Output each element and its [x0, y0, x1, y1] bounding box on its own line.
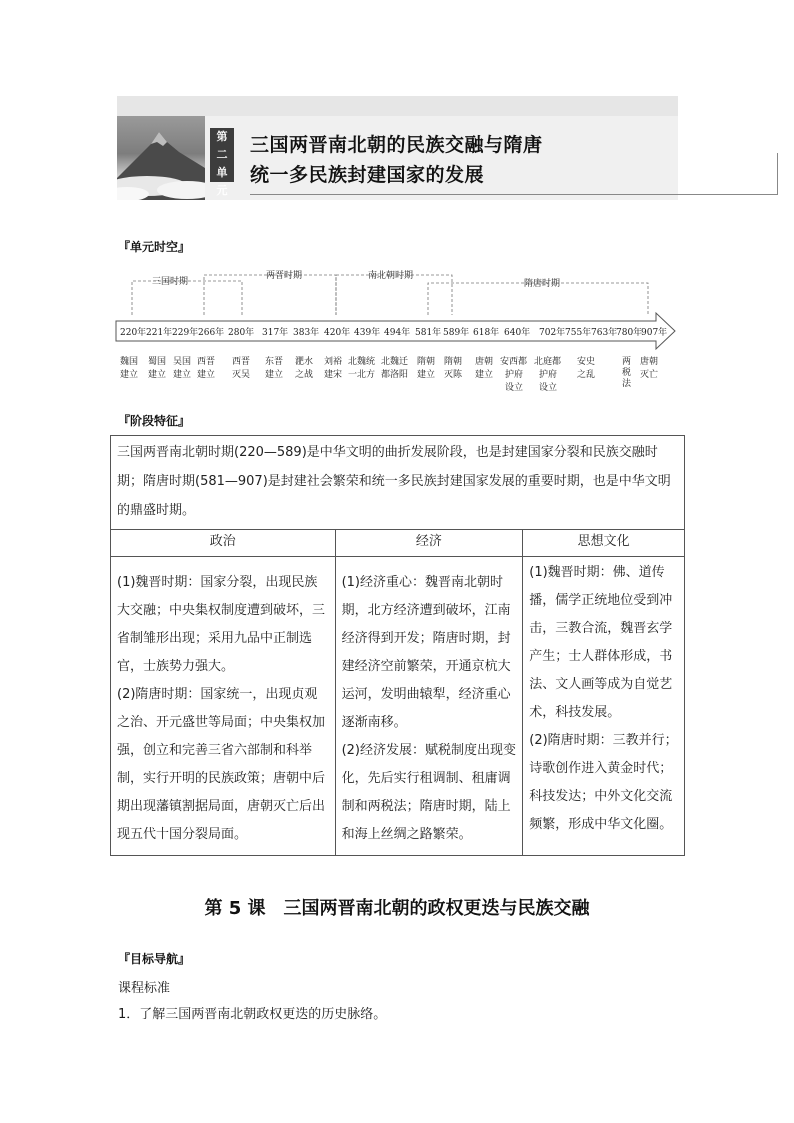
svg-text:吴国: 吴国	[173, 357, 192, 367]
features-intro: 三国两晋南北朝时期(220—589)是中华文明的曲折发展阶段，也是封建国家分裂和民族交融时期；隋唐时期(581—907)是封建社会繁荣和统一多民族封建国家发展的重要时期，也是中华文明的鼎盛时期。	[111, 436, 685, 530]
svg-text:建宋: 建宋	[324, 370, 343, 380]
event-label	[120, 355, 138, 380]
year-label: 229年	[172, 328, 199, 338]
table-row	[111, 436, 685, 530]
event-label	[197, 356, 215, 380]
event-label	[348, 355, 375, 380]
year-label: 640年	[504, 328, 531, 338]
svg-text:灭亡: 灭亡	[640, 370, 659, 380]
table-header-row	[111, 530, 685, 557]
event-label	[324, 355, 342, 380]
event-label	[232, 356, 250, 380]
event-label	[265, 355, 283, 380]
year-label: 439年	[354, 328, 381, 338]
event-label	[577, 355, 595, 380]
unit-tag-char: 元	[216, 184, 228, 197]
svg-text:一北方: 一北方	[348, 370, 376, 380]
svg-text:建立: 建立	[148, 370, 167, 380]
mountain-photo	[117, 116, 205, 200]
event-label	[640, 355, 658, 380]
event-label	[173, 356, 191, 380]
event-label	[475, 355, 493, 380]
event-label	[622, 356, 632, 389]
unit-tag-char: 二	[216, 148, 228, 161]
svg-text:西晋: 西晋	[232, 357, 251, 367]
svg-text:唐朝: 唐朝	[475, 357, 494, 367]
year-label: 383年	[293, 328, 320, 338]
politics-point: (2)隋唐时期：国家统一，出现贞观之治、开元盛世等局面；中央集权加强，创立和完善三省六部制和科举制，实行开明的民族政策；唐朝中后期出现藩镇割据局面，唐朝灭亡后出现五代十国分裂局面。	[117, 687, 326, 842]
svg-text:设立: 设立	[505, 383, 524, 393]
column-header-politics: 政治	[111, 530, 336, 557]
period-label: 两晋时期	[266, 271, 303, 281]
unit-number-tag	[210, 128, 234, 197]
svg-text:刘裕: 刘裕	[324, 357, 343, 367]
svg-text:唐朝: 唐朝	[640, 357, 659, 367]
svg-text:北庭都: 北庭都	[534, 357, 562, 367]
svg-text:护府: 护府	[539, 370, 558, 380]
svg-text:东晋: 东晋	[265, 357, 284, 367]
year-label: 618年	[473, 328, 500, 338]
year-label: 317年	[262, 328, 289, 338]
year-label: 589年	[443, 328, 470, 338]
svg-text:蜀国: 蜀国	[148, 357, 167, 367]
banner-top-band	[117, 96, 678, 116]
year-label: 581年	[415, 328, 442, 338]
banner-frame-line	[777, 153, 778, 195]
svg-text:设立: 设立	[539, 383, 558, 393]
event-label	[417, 355, 435, 380]
svg-text:淝水: 淝水	[295, 357, 314, 367]
section-label-features: 『阶段特征』	[118, 414, 191, 428]
section-label-timespace: 『单元时空』	[118, 240, 191, 254]
event-label	[148, 355, 166, 380]
svg-text:之乱: 之乱	[577, 370, 596, 380]
politics-cell	[111, 557, 336, 856]
svg-text:灭陈: 灭陈	[444, 370, 463, 380]
svg-text:建立: 建立	[120, 370, 139, 380]
course-standard-item: 1．了解三国两晋南北朝政权更迭的历史脉络。	[118, 1007, 387, 1022]
year-label: 494年	[384, 328, 411, 338]
unit-title-line2: 统一多民族封建国家的发展	[250, 164, 485, 186]
period-label: 三国时期	[152, 277, 189, 287]
culture-cell	[523, 557, 685, 856]
unit-title	[250, 130, 543, 190]
period-bracket-nanbei	[336, 275, 452, 315]
svg-text:北魏迁: 北魏迁	[381, 357, 409, 367]
year-label: 702年	[539, 328, 566, 338]
period-label: 隋唐时期	[524, 279, 561, 289]
svg-text:建立: 建立	[265, 370, 284, 380]
year-label: 266年	[198, 328, 225, 338]
svg-text:安西都: 安西都	[500, 357, 528, 367]
column-header-culture: 思想文化	[523, 530, 685, 557]
event-label	[381, 355, 408, 380]
svg-text:安史: 安史	[577, 357, 596, 367]
lesson-title: 第 5 课 三国两晋南北朝的政权更迭与民族交融	[204, 898, 590, 919]
column-header-economy: 经济	[335, 530, 523, 557]
svg-text:北魏统: 北魏统	[348, 357, 376, 367]
event-label	[500, 355, 527, 393]
unit-banner	[117, 96, 678, 200]
economy-cell	[335, 557, 523, 856]
unit-tag-char: 单	[216, 166, 228, 179]
year-label: 780年	[616, 328, 643, 338]
year-label: 221年	[146, 328, 173, 338]
culture-point: (1)魏晋时期：佛、道传播，儒学正统地位受到冲击，三教合流，魏晋玄学产生；士人群体形成，书法、文人画等成为自觉艺术，科技发展。	[529, 565, 673, 720]
unit-tag-char: 第	[216, 130, 228, 143]
stage-features-table	[110, 435, 685, 856]
svg-text:建立: 建立	[475, 370, 494, 380]
year-label: 907年	[641, 328, 668, 338]
banner-frame-line	[250, 194, 778, 195]
svg-text:都洛阳: 都洛阳	[381, 370, 409, 380]
svg-text:建立: 建立	[197, 370, 216, 380]
economy-point: (1)经济重心：魏晋南北朝时期，北方经济遭到破坏，江南经济得到开发；隋唐时期，封建经济空前繁荣，开通京杭大运河，发明曲辕犁，经济重心逐渐南移。	[341, 575, 511, 730]
period-label: 南北朝时期	[368, 271, 414, 281]
unit-timeline	[110, 265, 680, 400]
svg-text:建立: 建立	[173, 370, 192, 380]
course-standard-label: 课程标准	[118, 981, 171, 996]
section-label-goals: 『目标导航』	[118, 952, 191, 966]
svg-text:魏国: 魏国	[120, 357, 139, 367]
svg-text:隋朝: 隋朝	[444, 357, 463, 367]
event-label	[444, 355, 463, 380]
economy-point: (2)经济发展：赋税制度出现变化，先后实行租调制、租庸调制和两税法；隋唐时期，陆上和海上丝绸之路繁荣。	[341, 743, 517, 842]
svg-text:建立: 建立	[417, 370, 436, 380]
year-label: 220年	[120, 328, 147, 338]
svg-text:西晋: 西晋	[197, 357, 216, 367]
politics-point: (1)魏晋时期：国家分裂，出现民族大交融；中央集权制度遭到破坏，三省制雏形出现；采用九品中正制选官，士族势力强大。	[117, 575, 326, 674]
event-label	[295, 355, 313, 380]
unit-title-line1: 三国两晋南北朝的民族交融与隋唐	[250, 134, 543, 156]
table-row	[111, 557, 685, 856]
year-label: 763年	[591, 328, 618, 338]
svg-text:隋朝: 隋朝	[417, 357, 436, 367]
svg-text:法: 法	[622, 379, 632, 389]
culture-point: (2)隋唐时期：三教并行；诗歌创作进入黄金时代；科技发达；中外文化交流频繁，形成中华文化圈。	[529, 733, 678, 832]
mountain-icon	[117, 116, 205, 200]
svg-text:之战: 之战	[295, 370, 314, 380]
year-label: 420年	[324, 328, 351, 338]
svg-text:税: 税	[622, 368, 632, 378]
svg-text:护府: 护府	[505, 370, 524, 380]
year-label: 280年	[228, 328, 255, 338]
svg-text:两: 两	[622, 357, 632, 367]
event-label	[534, 355, 561, 393]
svg-text:灭吴: 灭吴	[232, 370, 251, 380]
year-label: 755年	[565, 328, 592, 338]
